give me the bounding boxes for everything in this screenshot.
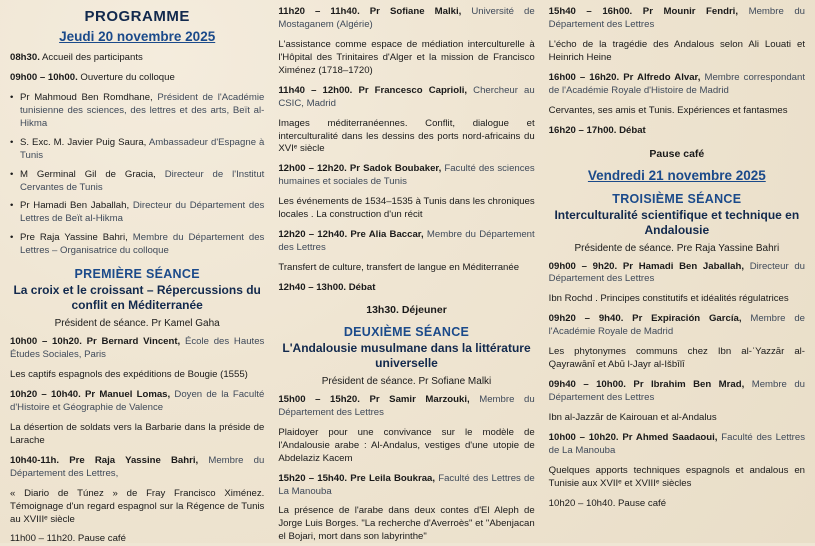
debate-time: 12h40 – 13h00. Débat <box>278 281 376 293</box>
speaker-name: Pr Hamadi Ben Jaballah, <box>20 200 130 212</box>
session-label: DEUXIÈME SÉANCE <box>343 324 470 339</box>
speaker-name: Pre Raja Yassine Bahri, <box>20 232 128 244</box>
talk-affiliation: Membre correspondant de l'Académie Royale d'Histoire de Madrid <box>548 71 806 96</box>
session-label: PREMIÈRE SÉANCE <box>74 267 200 282</box>
item-text: Accueil des participants <box>42 52 143 63</box>
debate-entry <box>278 282 534 295</box>
talk-entry <box>10 389 264 415</box>
talk-time: 11h40 – 12h00. <box>278 84 353 96</box>
list-item <box>10 137 264 163</box>
talk-affiliation: Chercheur au CSIC, Madrid <box>278 84 535 109</box>
talk-title: Quelques apports techniques espagnols et andalous en Tunisie aux XVIIᵉ et XVIIIᵉ siècles <box>548 464 805 489</box>
talk-title: Transfert de culture, transfert de langue en Méditerranée <box>278 262 520 273</box>
speaker-name: Pr Mahmoud Ben Romdhane, <box>20 91 153 103</box>
day2-heading: Vendredi 21 novembre 2025 <box>587 167 766 183</box>
talk-affiliation: Faculté des Lettres de La Manouba <box>548 431 806 456</box>
talk-time: 10h00 – 10h20. <box>548 431 619 443</box>
schedule-item <box>10 52 264 65</box>
coffee-break: 11h00 – 11h20. Pause café <box>10 533 126 545</box>
talk-speaker: Pre Raja Yassine Bahri, <box>69 454 199 466</box>
session-header-2 <box>278 325 534 387</box>
talk-entry <box>10 336 264 362</box>
talk-time: 15h00 – 15h20. <box>278 393 360 405</box>
talk-affiliation: Membre du Département des Lettres <box>278 229 535 254</box>
talk-affiliation: Doyen de la Faculté d'Histoire et Géographie de Valence <box>10 389 265 413</box>
lunch-entry: 13h30. Déjeuner <box>366 303 447 316</box>
talk-speaker: Pr Alfredo Alvar, <box>623 71 701 83</box>
talk-affiliation: Directeur du Département des Lettres <box>548 260 806 285</box>
talk-entry <box>549 432 805 458</box>
talk-speaker: Pre Leila Boukraa, <box>350 472 436 484</box>
speaker-affiliation: Directeur du Département des Lettres de Beït al-Hikma <box>20 200 265 225</box>
talk-speaker: Pr Hamadi Ben Jaballah, <box>622 260 744 272</box>
item-text: Ouverture du colloque <box>80 71 175 83</box>
speaker-affiliation: Directeur de l'Institut Cervantes de Tunis <box>20 168 265 193</box>
talk-title: Ibn al-Jazzār de Kairouan et al-Andalus <box>548 411 717 423</box>
talk-entry <box>10 455 264 481</box>
talk-affiliation: Membre du Département des Lettres, <box>10 454 265 479</box>
talk-speaker: Pr Francesco Caprioli, <box>358 84 468 96</box>
talk-time: 09h20 – 9h40. <box>548 313 624 325</box>
talk-title: Les phytonymes communs chez Ibn al-ʿYazzār al-Qayrawānī et Abū l-Jayr al-Išbīlī <box>548 346 805 371</box>
talk-entry <box>549 379 805 405</box>
column-middle <box>278 6 535 543</box>
talk-speaker: Pr Samir Marzouki, <box>369 393 470 405</box>
session-title: L'Andalousie musulmane dans la littérature universelle <box>282 340 531 370</box>
talk-affiliation: Université de Mostaganem (Algérie) <box>278 6 535 30</box>
session-label: TROISIÈME SÉANCE <box>612 191 742 206</box>
talk-speaker: Pr Manuel Lomas, <box>85 389 171 400</box>
talk-time: 09h40 – 10h00. <box>548 379 626 391</box>
talk-speaker: Pr Sadok Boubaker, <box>349 163 442 175</box>
session-chair: Président de séance. Pr Sofiane Malki <box>321 375 492 387</box>
talk-entry <box>278 473 534 499</box>
list-item <box>10 92 264 131</box>
talk-entry <box>278 6 534 32</box>
talk-title: L'assistance comme espace de médiation interculturelle à l'Hôpital des Trinitaires d'Alger et la mission de Francisco Ximénez (1718–1720) <box>278 38 535 76</box>
talk-title: « Diario de Túnez » de Fray Francisco Ximénez. Témoignage d'un regard espagnol sur la Régence de Tunis au XVIIIᵉ siècle <box>10 487 265 525</box>
talk-title: Ibn Rochd . Principes constitutifs et idéalités régulatrices <box>548 293 789 305</box>
session-header-1 <box>10 267 264 329</box>
session-chair: Présidente de séance. Pre Raja Yassine Bahri <box>574 242 780 254</box>
talk-title: Les événements de 1534–1535 à Tunis dans les chroniques locales . La construction d'un récit <box>278 196 535 221</box>
talk-entry <box>549 313 805 339</box>
talk-entry <box>549 6 805 32</box>
speaker-name: M Germinal Gil de Gracia, <box>20 168 156 180</box>
speaker-name: S. Exc. M. Javier Puig Saura, <box>20 136 147 148</box>
talk-title: Cervantes, ses amis et Tunis. Expériences et fantasmes <box>548 104 788 116</box>
talk-speaker: Pr Ahmed Saadaoui, <box>622 431 718 443</box>
talk-speaker: Pr Expiración García, <box>632 313 742 325</box>
speaker-affiliation: Président de l'Académie tunisienne des sciences, des lettres et des arts, Beït al-Hikma <box>20 91 265 129</box>
list-item <box>10 169 264 195</box>
talk-time: 10h40-11h. <box>10 454 60 466</box>
speaker-affiliation: Ambassadeur d'Espagne à Tunis <box>20 136 265 161</box>
talk-time: 10h20 – 10h40. <box>10 389 81 400</box>
talk-time: 09h00 – 9h20. <box>548 260 618 272</box>
debate-entry <box>549 125 805 138</box>
talk-affiliation: École des Hautes Études Sociales, Paris <box>10 336 265 361</box>
session-header-3 <box>549 192 805 254</box>
session-title: Interculturalité scientifique et technique en Andalousie <box>554 207 800 237</box>
speaker-affiliation: Membre du Département des Lettres – Organisatrice du colloque <box>20 232 265 257</box>
talk-time: 11h20 – 11h40. <box>278 6 360 17</box>
talk-entry <box>278 394 534 420</box>
talk-title: Les captifs espagnols des expéditions de Bougie (1555) <box>10 369 248 381</box>
talk-speaker: Pr Ibrahim Ben Mrad, <box>633 379 745 391</box>
coffee-break: Pause café <box>649 147 705 160</box>
item-time: 09h00 – 10h00. <box>10 71 78 83</box>
talk-entry <box>278 229 534 255</box>
talk-entry <box>549 261 805 287</box>
session-title: La croix et le croissant – Répercussions du conflit en Méditerranée <box>13 283 261 313</box>
list-item <box>10 232 264 258</box>
talk-affiliation: Membre du Département des Lettres <box>548 6 806 30</box>
talk-title: Images méditerranéennes. Conflit, dialogue et interculturalité dans les dessins des ports nord-africains du XVIᵉ siècle <box>278 117 535 155</box>
item-time: 08h30. <box>10 52 40 63</box>
talk-time: 12h20 – 12h40. <box>278 229 348 241</box>
coffee-break: 10h20 – 10h40. Pause café <box>548 497 667 509</box>
talk-time: 15h40 – 16h00. <box>548 6 633 17</box>
talk-speaker: Pr Sofiane Malki, <box>369 6 462 17</box>
talk-affiliation: Membre du Département des Lettres <box>278 393 535 418</box>
talk-entry <box>278 163 534 189</box>
talk-title: L'écho de la tragédie des Andalous selon Ali Louati et Heinrich Heine <box>548 38 805 63</box>
talk-speaker: Pre Alia Baccar, <box>350 229 424 241</box>
talk-entry <box>278 85 534 111</box>
talk-time: 15h20 – 15h40. <box>278 472 348 484</box>
schedule-item <box>10 72 264 85</box>
talk-speaker: Pr Bernard Vincent, <box>86 336 181 348</box>
day1-heading: Jeudi 20 novembre 2025 <box>59 29 216 44</box>
list-item <box>10 200 264 226</box>
talk-title: La désertion de soldats vers la Barbarie dans la préside de Larache <box>10 421 265 446</box>
debate-time: 16h20 – 17h00. Débat <box>548 124 646 136</box>
opening-speakers-list <box>10 92 264 258</box>
talk-time: 16h00 – 16h20. <box>548 71 620 83</box>
talk-speaker: Pr Mounir Fendri, <box>642 6 739 17</box>
talk-time: 12h00 – 12h20. <box>278 163 347 175</box>
talk-affiliation: Faculté des Lettres de La Manouba <box>278 472 535 497</box>
talk-affiliation: Membre de l'Académie Royale de Madrid <box>548 313 805 338</box>
session-chair: Président de séance. Pr Kamel Gaha <box>54 318 220 330</box>
talk-affiliation: Faculté des sciences humaines et sociales de Tunis <box>278 163 535 188</box>
talk-affiliation: Membre du Département des Lettres <box>548 379 806 403</box>
talk-title: La présence de l'arabe dans deux contes d'El Aleph de Jorge Luis Borges. "La recherche d'Averroès" et "Abenjacan el Bojari, mort dans son labyrinthe" <box>278 505 535 543</box>
talk-entry <box>549 72 805 98</box>
column-left <box>10 6 265 545</box>
page-title: PROGRAMME <box>84 8 190 25</box>
talk-title: Plaidoyer pour une convivance sur le modèle de l'Andalousie arabe : Al-Andalus, vestiges d'une utopie de Abdelaziz Kacem <box>278 426 535 464</box>
talk-time: 10h00 – 10h20. <box>10 336 82 348</box>
column-right <box>549 6 805 539</box>
